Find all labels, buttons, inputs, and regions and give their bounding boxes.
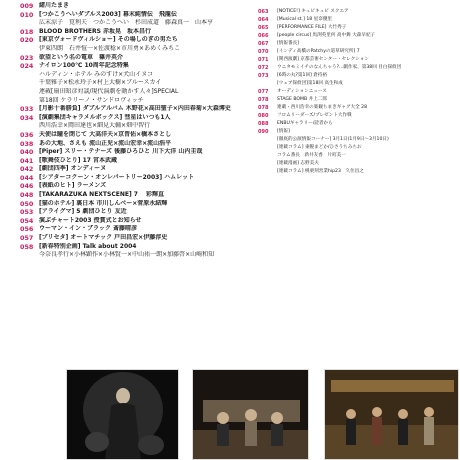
page-number: 023	[20, 53, 34, 62]
entry-title: ナイロン100℃ 10周年記念特集	[39, 62, 129, 70]
toc-entry	[258, 64, 458, 72]
entry-title: [歌舞伎ひとり] 17 宮本武蔵	[39, 156, 118, 164]
page-number: 046	[20, 182, 34, 191]
entry-title: [猫のホテル] 裏日本 市川しんぺー×菅原永結輝	[39, 199, 168, 207]
entry-title: [表紙のヒト] ラーメンズ	[39, 182, 107, 190]
entry-title: [ウェブ探偵団]第18回 高生和成	[277, 81, 343, 86]
entry-title: 第18回 ケラリーノ・サンドロヴィッチ	[39, 96, 144, 104]
entry-title: [関西演劇] 京都芸術センター・セレクション	[277, 57, 369, 62]
page-number: 072	[258, 65, 269, 71]
page-number: 088	[258, 121, 269, 127]
toc-entry	[258, 96, 458, 104]
page-number: 038	[20, 139, 34, 148]
page-number: 033	[20, 105, 34, 114]
entry-title: 欲望という名の電車 篠井英介	[39, 53, 124, 61]
entry-title: ハルディン・ホテル みのすけ×犬山イヌコ	[39, 70, 154, 78]
entry-title: コラム番長 新井友香 片町美一	[277, 153, 346, 158]
toc-entry	[20, 28, 252, 37]
toc-left-column	[20, 2, 252, 260]
toc-entry	[20, 54, 252, 63]
page-number: 050	[20, 199, 34, 208]
toc-entry	[20, 217, 252, 226]
page-number: 078	[258, 105, 269, 111]
entry-title: ウニタモミイチのなんちゃう?...劇作家、第38回 目白探偵団	[277, 65, 402, 70]
toc-entry	[258, 104, 458, 112]
toc-entry	[258, 128, 458, 176]
page-number: 020	[20, 36, 34, 45]
entry-title: [TAKARAZUKA NEXTSCENE] 7 彩輝直	[39, 191, 165, 199]
entry-title: [東京ヴォードヴィルショー] その場しのぎの男たち	[39, 36, 178, 44]
toc-entry	[20, 11, 252, 28]
entry-title: 伊東四朗 石井愃一×佐渡稔×市川勇×あめくみちこ	[39, 44, 181, 52]
entry-title: [連載コラム] 東幌まどか/ひさうちみちお	[277, 145, 362, 150]
entry-title: 今奈良孝行×小林顕作×小林賢一×中山祐一朗×加藤啓×山崎和知	[39, 251, 215, 259]
toc-entry	[20, 208, 252, 217]
toc-entry	[20, 2, 252, 11]
entry-title: [劇団四季] オンディーヌ	[39, 165, 107, 173]
page-number: 010	[20, 10, 34, 19]
entry-title: 千葉雅子×松永玲子×村上大樹×ブルースカイ	[39, 79, 162, 87]
toc-entry	[20, 225, 252, 234]
photo-stage-3	[324, 369, 459, 460]
entry-title: [新春特別企画] Talk about 2004	[39, 242, 137, 250]
toc-entry	[20, 234, 252, 243]
entry-title: [6時の丸?第1回] 倉持裕	[277, 73, 328, 78]
toc-entry	[258, 48, 458, 56]
toc-entry	[258, 32, 458, 40]
entry-title: [シアターコクーン・オンレパートリー2003] ハムレット	[39, 173, 195, 181]
toc-entry	[20, 165, 252, 174]
entry-title: [インディ高橋のPatchyの道草研究所] 7	[277, 49, 360, 54]
page-number: 041	[20, 156, 34, 165]
toc-entry	[20, 36, 252, 53]
entry-title: [つかこうへいダブルス2003] 幕末純情伝 飛龍伝	[39, 10, 177, 18]
page-number: 054	[20, 216, 34, 225]
page-number: 063	[258, 9, 269, 15]
entry-title: オーディションニュース	[277, 89, 327, 94]
toc-entry	[20, 191, 252, 200]
toc-entry	[20, 148, 252, 157]
photo-strip	[66, 369, 459, 460]
toc-entry	[20, 62, 252, 105]
entry-title: 西川浩幸×岡田達也×細見大輔×畑中智行	[39, 122, 151, 130]
entry-title: [情報番長]	[277, 41, 299, 46]
page-number: 056	[20, 225, 34, 234]
toc-entry	[258, 56, 458, 64]
page-number: 053	[20, 208, 34, 217]
photo-stage-1	[66, 369, 179, 460]
page-number: 077	[258, 89, 269, 95]
entry-title: フロムリーダーズ/プレゼント大作戦	[277, 113, 352, 118]
page-number: 024	[20, 62, 34, 71]
entry-title: [people circus] 馬渕英里何 高中舞 大森早紀子	[277, 33, 376, 38]
entry-title: 演ぶチャート2003 授賞式とお知らせ	[39, 216, 142, 224]
entry-title: [NOTICE!] キュピキュピ スクエア	[277, 9, 349, 14]
toc-entry	[258, 88, 458, 96]
toc-entry	[258, 16, 458, 24]
page-number: 040	[20, 148, 34, 157]
toc-entry	[258, 72, 458, 88]
toc-entry	[20, 200, 252, 209]
toc-entry	[258, 120, 458, 128]
page-number: 057	[20, 234, 34, 243]
toc-entry	[20, 131, 252, 140]
entry-title: [Musical st.] 18 星奈優里	[277, 17, 333, 22]
page-number: 058	[20, 242, 34, 251]
page-number: 071	[258, 57, 269, 63]
page-number: 048	[20, 191, 34, 200]
photo-stage-2	[192, 369, 309, 460]
toc-entry	[20, 105, 252, 114]
entry-title: [情報]	[277, 129, 290, 134]
toc-entry	[20, 114, 252, 131]
entry-title: ENBUギャラリー/読者から	[277, 121, 333, 126]
page-number: 064	[258, 17, 269, 23]
entry-title: [プリセタ] オートマチック 戸田昌宏×伊藤淳史	[39, 234, 168, 242]
page-number: 044	[20, 173, 34, 182]
toc-entry	[20, 140, 252, 149]
entry-title: 連載・西川浩幸の楽観ちまきギャグ大全 28	[277, 105, 367, 110]
toc-entry	[258, 40, 458, 48]
page-number: 009	[20, 2, 34, 10]
page-number: 018	[20, 27, 34, 36]
page-number: 066	[258, 33, 269, 39]
toc-entry	[258, 8, 458, 16]
toc-entry	[258, 112, 458, 120]
toc-right-column	[258, 8, 458, 176]
page-number: 034	[20, 113, 34, 122]
entry-title: 天使は瞳を閉じて 大高洋夫×京晋佑×橋本さとし	[39, 130, 172, 138]
page-number: 078	[258, 97, 269, 103]
page-number: 080	[258, 113, 269, 119]
page-number: 070	[258, 49, 269, 55]
entry-title: STAGE BOMB 井上二郎	[277, 97, 327, 102]
entry-title: ウーマン・イン・ブラック 斎藤晴彦	[39, 225, 137, 233]
entry-title: あの大地、さえも 流山正児×流山宏幸×流山浩平	[39, 139, 172, 147]
entry-title: [月影十番勝負] ダブルアルバム 木野花×高田聖子×内田春菊×大森博史	[39, 105, 231, 113]
page-number: 042	[20, 165, 34, 174]
toc-entry	[258, 24, 458, 32]
entry-title: [連載コラム] 桃栗刻営業hip23 久住昌之	[277, 169, 364, 174]
toc-entry	[20, 157, 252, 166]
entry-title: [Piper] スリー・テナーズ 後藤ひろひと 川下大洋 山内圭哉	[39, 148, 203, 156]
entry-title: [PERFORMANCE FILE] 大竹秀子	[277, 25, 347, 30]
entry-title: 広末涼子 筧利夫 つかこうへい 杉田成道 藤森真一 山本亨	[39, 19, 214, 27]
page-number: 090	[258, 129, 269, 135]
entry-title: [連載漫画] 志野美夫	[277, 161, 319, 166]
entry-title: [徹底的公演情報コーナー] 3月1日(1月9日〜3月10日)	[277, 137, 389, 142]
entry-title: 連載[扇田昭彦対談/現代演劇を動かす人々]SPECIAL	[39, 87, 179, 95]
page-number: 073	[258, 73, 269, 79]
toc-entry	[20, 182, 252, 191]
page-number: 065	[258, 25, 269, 31]
page-number: 067	[258, 41, 269, 47]
toc-entry	[20, 243, 252, 260]
entry-title: [演劇集団キャラメルボックス] 彗星はいつも1人	[39, 113, 171, 121]
page-number: 036	[20, 130, 34, 139]
toc-entry	[20, 174, 252, 183]
entry-title: 緒川たまき	[39, 2, 70, 9]
entry-title: BLOOD BROTHERS 赤坂晃 坂本昌行	[39, 27, 151, 35]
entry-title: [アライグマ] 5 劇団ひとり 友近	[39, 208, 127, 216]
